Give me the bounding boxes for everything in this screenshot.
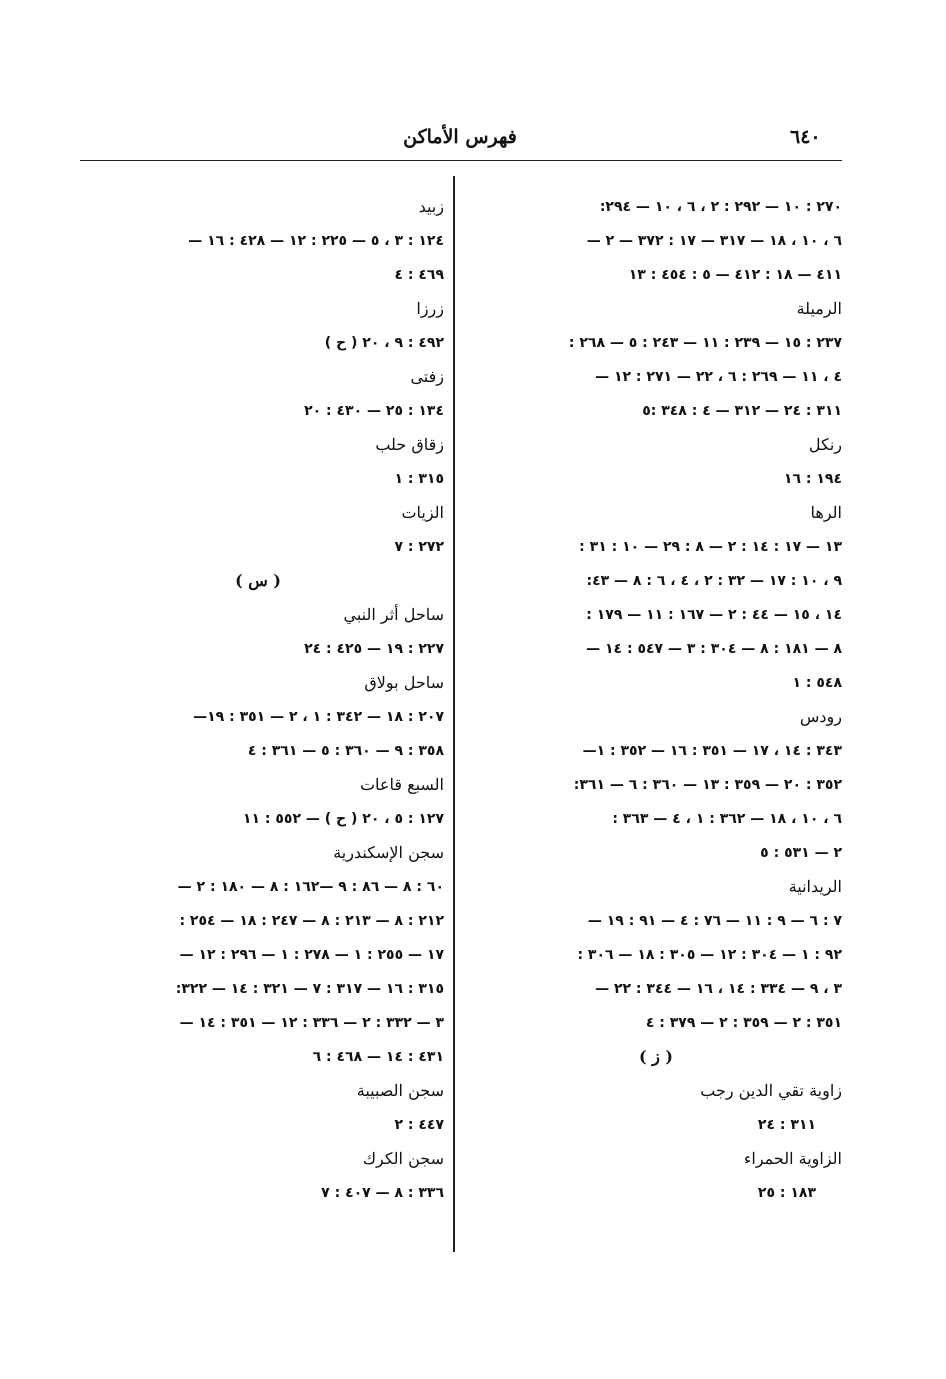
page-references: ٢ — ٥٣١ : ٥ bbox=[760, 845, 842, 861]
page-references: ١٨٣ : ٢٥ bbox=[757, 1185, 816, 1201]
page-references: ٤٤٧ : ٢ bbox=[394, 1117, 444, 1133]
page-references: ٩ ، ١٠ : ١٧ — ٣٢ : ٢ ، ٤ ، ٦ : ٨ — ٤٣: bbox=[586, 573, 842, 589]
place-heading: الزاوية الحمراء bbox=[743, 1149, 842, 1168]
page-references: ١٢٧ : ٥ ، ٢٠ ( ح ) — ٥٥٢ : ١١ bbox=[242, 811, 444, 827]
section-letter: ( س ) bbox=[235, 571, 281, 590]
page-references: ٧ : ٦ — ٩ : ١١ — ٧٦ : ٤ — ٩١ : ١٩ — bbox=[587, 913, 842, 929]
page-references: ٣١١ : ٢٤ — ٣١٢ — ٤ : ٣٤٨ :٥ bbox=[642, 403, 842, 419]
place-heading: الرها bbox=[810, 503, 842, 522]
place-heading: رودس bbox=[799, 707, 842, 726]
place-heading: الزيات bbox=[401, 503, 444, 522]
place-heading: زبيد bbox=[418, 197, 444, 216]
page-references: ١٩٤ : ١٦ bbox=[783, 471, 842, 487]
place-heading: رنكل bbox=[808, 435, 842, 454]
page-references: ٢١٢ : ٨ — ٢١٣ : ٨ — ٢٤٧ : ١٨ — ٢٥٤ : bbox=[179, 913, 444, 929]
page-references: ٢٧٢ : ٧ bbox=[394, 539, 444, 555]
page-references: ٤٩٢ : ٩ ، ٢٠ ( ح ) bbox=[324, 335, 444, 351]
place-heading: زفتى bbox=[410, 367, 444, 386]
page-references: ٢٣٧ : ١٥ — ٢٣٩ : ١١ — ٢٤٣ : ٥ — ٢٦٨ : bbox=[568, 335, 842, 351]
place-heading: زاوية تقي الدين رجب bbox=[700, 1081, 842, 1100]
page-references: ٣١١ : ٢٤ bbox=[757, 1117, 816, 1133]
header-rule bbox=[80, 160, 842, 161]
page-references: ٣٥٨ : ٩ — ٣٦٠ : ٥ — ٣٦١ : ٤ bbox=[247, 743, 444, 759]
page-references: ٥٤٨ : ١ bbox=[792, 675, 842, 691]
page-references: ٦ ، ١٠ ، ١٨ — ٣٦٢ : ١ ، ٤ — ٣٦٣ : bbox=[612, 811, 842, 827]
page-references: ١٣ — ١٧ : ١٤ : ٢ — ٨ : ٢٩ — ١٠ : ٣١ : bbox=[579, 539, 842, 555]
right-column bbox=[470, 190, 842, 1210]
page-references: ٣٤٣ : ١٤ ، ١٧ — ٣٥١ : ١٦ — ٣٥٢ : ١— bbox=[582, 743, 842, 759]
place-heading: زرزا bbox=[416, 299, 444, 318]
page-number: ٦٤٠ bbox=[790, 126, 821, 148]
page-references: ٣٣٦ : ٨ — ٤٠٧ : ٧ bbox=[321, 1185, 444, 1201]
page-references: ٣ — ٣٣٢ : ٢ — ٣٣٦ : ١٢ — ٣٥١ : ١٤ — bbox=[179, 1015, 444, 1031]
page-references: ١٧ — ٢٥٥ : ١ — ٢٧٨ : ١ — ٢٩٦ : ١٢ — bbox=[179, 947, 444, 963]
column-divider bbox=[453, 176, 455, 1252]
page-references: ١٤ ، ١٥ — ٤٤ : ٢ — ١٦٧ : ١١ — ١٧٩ : bbox=[586, 607, 842, 623]
place-heading: ساحل أثر النبي bbox=[343, 605, 444, 624]
place-heading: سجن الصبيبة bbox=[356, 1081, 444, 1100]
page-references: ٣٥٢ : ٢٠ — ٣٥٩ : ١٣ — ٣٦٠ : ٦ — ٣٦١: bbox=[573, 777, 842, 793]
place-heading: الرميلة bbox=[796, 299, 842, 318]
page-title: فهرس الأماكن bbox=[403, 126, 517, 148]
page-references: ٣٥١ : ٢ — ٣٥٩ : ٢ — ٣٧٩ : ٤ bbox=[645, 1015, 842, 1031]
page-references: ٣ ، ٩ — ٣٣٤ : ١٤ ، ١٦ — ٣٤٤ : ٢٢ — bbox=[595, 981, 842, 997]
page-references: ١٢٤ : ٣ ، ٥ — ٢٢٥ : ١٢ — ٤٢٨ : ١٦ — bbox=[188, 233, 444, 249]
place-heading: ساحل بولاق bbox=[364, 673, 444, 692]
left-column bbox=[72, 190, 444, 1210]
page-references: ٢٧٠ : ١٠ — ٢٩٢ : ٢ ، ٦ ، ١٠ — ٢٩٤: bbox=[599, 199, 842, 215]
page-references: ٤ ، ١١ — ٢٦٩ : ٦ ، ٢٢ — ٢٧١ : ١٢ — bbox=[595, 369, 842, 385]
page-references: ٦ ، ١٠ ، ١٨ — ٣١٧ — ١٧ : ٣٧٢ — ٢ — bbox=[586, 233, 842, 249]
page-references: ٦٠ : ٨ — ٨٦ : ٩ —١٦٢ : ٨ — ١٨٠ : ٢ — bbox=[177, 879, 444, 895]
page-references: ٢٠٧ : ١٨ — ٣٤٢ : ١ ، ٢ — ٣٥١ : ١٩— bbox=[193, 709, 444, 725]
place-heading: سجن الكرك bbox=[362, 1149, 444, 1168]
page-references: ٤٣١ : ١٤ — ٤٦٨ : ٦ bbox=[312, 1049, 444, 1065]
page-references: ٨ — ١٨١ : ٨ — ٣٠٤ : ٣ — ٥٤٧ : ١٤ — bbox=[586, 641, 842, 657]
place-heading: السبع قاعات bbox=[359, 775, 444, 794]
page-references: ٣١٥ : ١ bbox=[394, 471, 444, 487]
page-references: ٩٢ : ١ — ٣٠٤ : ١٢ — ٣٠٥ : ١٨ — ٣٠٦ : bbox=[577, 947, 842, 963]
page-references: ٤٦٩ : ٤ bbox=[394, 267, 444, 283]
page-references: ١٣٤ : ٢٥ — ٤٣٠ : ٢٠ bbox=[304, 403, 444, 419]
page-references: ٢٢٧ : ١٩ — ٤٢٥ : ٢٤ bbox=[304, 641, 444, 657]
place-heading: الريدانية bbox=[788, 877, 842, 896]
section-letter: ( ز ) bbox=[638, 1047, 673, 1066]
place-heading: زقاق حلب bbox=[375, 435, 444, 454]
page-references: ٤١١ — ١٨ : ٤١٢ — ٥ : ٤٥٤ : ١٣ bbox=[628, 267, 842, 283]
place-heading: سجن الإسكندرية bbox=[333, 843, 444, 862]
page-references: ٣١٥ : ١٦ — ٣١٧ : ٧ — ٣٢١ : ١٤ — ٣٢٢: bbox=[175, 981, 444, 997]
